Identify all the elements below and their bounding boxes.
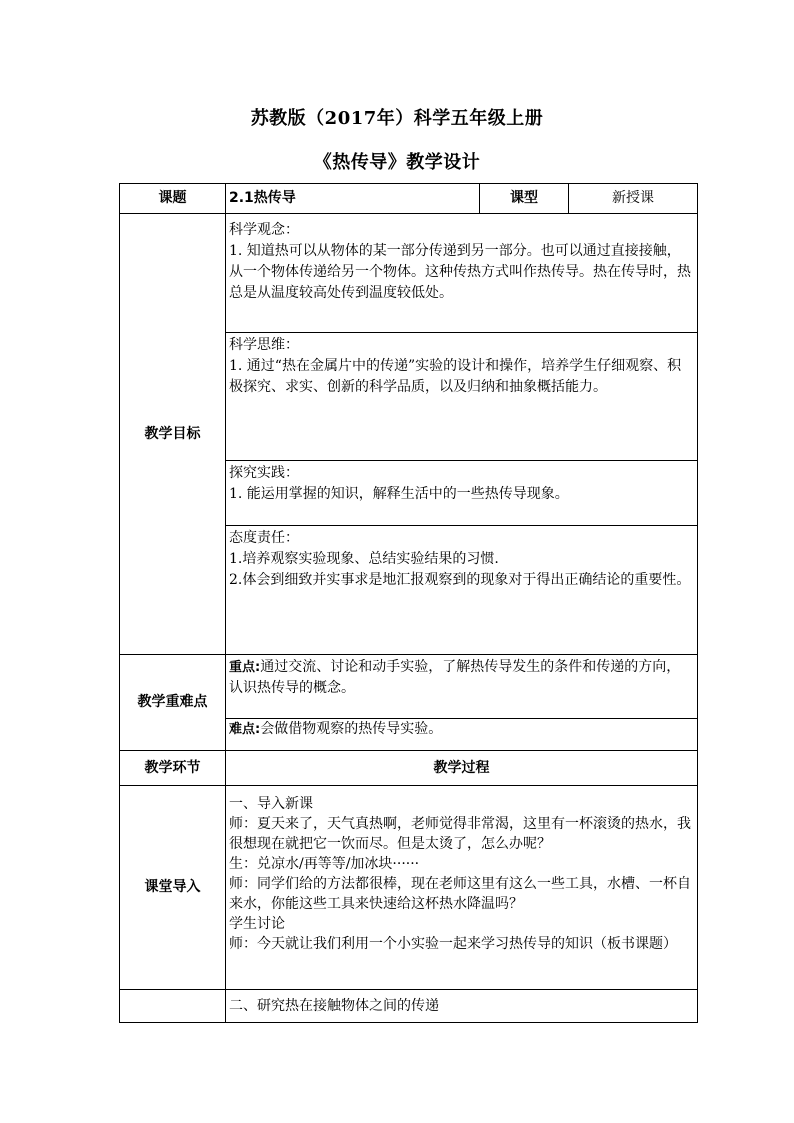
next-section-row: [120, 990, 698, 1023]
intro-line: 师：夏天来了，天气真热啊，老师觉得非常渴，这里有一杯滚烫的热水，我很想现在就把它一饮而尽。但是太烫了，怎么办呢？: [229, 816, 691, 852]
type-label: 课型: [480, 184, 569, 214]
lesson-plan-table: [119, 183, 698, 1023]
intro-label: 课堂导入: [120, 786, 226, 990]
intro-row: [120, 786, 698, 990]
attitude-item1: 1.培养观察实验现象、总结实验结果的习惯.: [229, 551, 499, 567]
topic-label: 课题: [120, 184, 226, 214]
process-header-label: 教学过程: [226, 751, 698, 786]
practice-text: 1. 能运用掌握的知识，解释生活中的一些热传导现象。: [229, 486, 569, 502]
concept-text: 1. 知道热可以从物体的某一部分传递到另一部分。也可以通过直接接触，从一个物体传递给另一个物体。这种传热方式叫作热传导。热在传导时，热总是从温度较高处传到温度较低处。: [229, 243, 691, 301]
intro-line: 学生讨论: [229, 916, 285, 932]
type-value: 新授课: [569, 184, 698, 214]
intro-line: 师：今天就让我们利用一个小实验一起来学习热传导的知识（板书课题）: [229, 936, 677, 952]
thinking-text: 1. 通过“热在金属片中的传递”实验的设计和操作，培养学生仔细观察、积极探究、求实、创新的科学品质，以及归纳和抽象概括能力。: [229, 358, 682, 395]
objectives-label: 教学目标: [120, 214, 226, 655]
objective-concept-row: [120, 214, 698, 333]
difficult-point-text: 会做借物观察的热传导实验。: [260, 721, 443, 737]
difficult-point-label: 难点:: [229, 722, 261, 737]
attitude-item2: 2.体会到细致并实事求是地汇报观察到的现象对于得出正确结论的重要性。: [229, 572, 691, 588]
intro-line: 师：同学们给的方法都很棒，现在老师这里有这么一些工具，水槽、一杯自来水，你能这些工具来快速给这杯热水降温吗？: [229, 876, 691, 912]
info-row: [120, 184, 698, 214]
next-section-text: 二、研究热在接触物体之间的传递: [226, 990, 698, 1023]
stage-header-label: 教学环节: [120, 751, 226, 786]
process-header-row: [120, 751, 698, 786]
topic-value: 2.1热传导: [226, 184, 480, 214]
key-point-text: 通过交流、讨论和动手实验，了解热传导发生的条件和传递的方向，认识热传导的概念。: [229, 659, 681, 696]
key-point-label: 重点:: [229, 660, 261, 675]
document-title-line1: 苏教版（2017年）科学五年级上册: [250, 108, 544, 129]
thinking-heading: 科学思维：: [229, 337, 299, 353]
practice-heading: 探究实践：: [229, 465, 299, 481]
key-points-label: 教学重难点: [120, 655, 226, 751]
intro-line: 生：兑凉水/再等等/加冰块······: [229, 856, 420, 872]
document-title-line2: 《热传导》教学设计: [313, 152, 481, 173]
attitude-heading: 态度责任：: [229, 530, 299, 546]
concept-heading: 科学观念：: [229, 222, 299, 238]
key-point-row: [120, 655, 698, 719]
next-section-stage-cell: [120, 990, 226, 1023]
intro-line: 一、导入新课: [229, 796, 313, 812]
